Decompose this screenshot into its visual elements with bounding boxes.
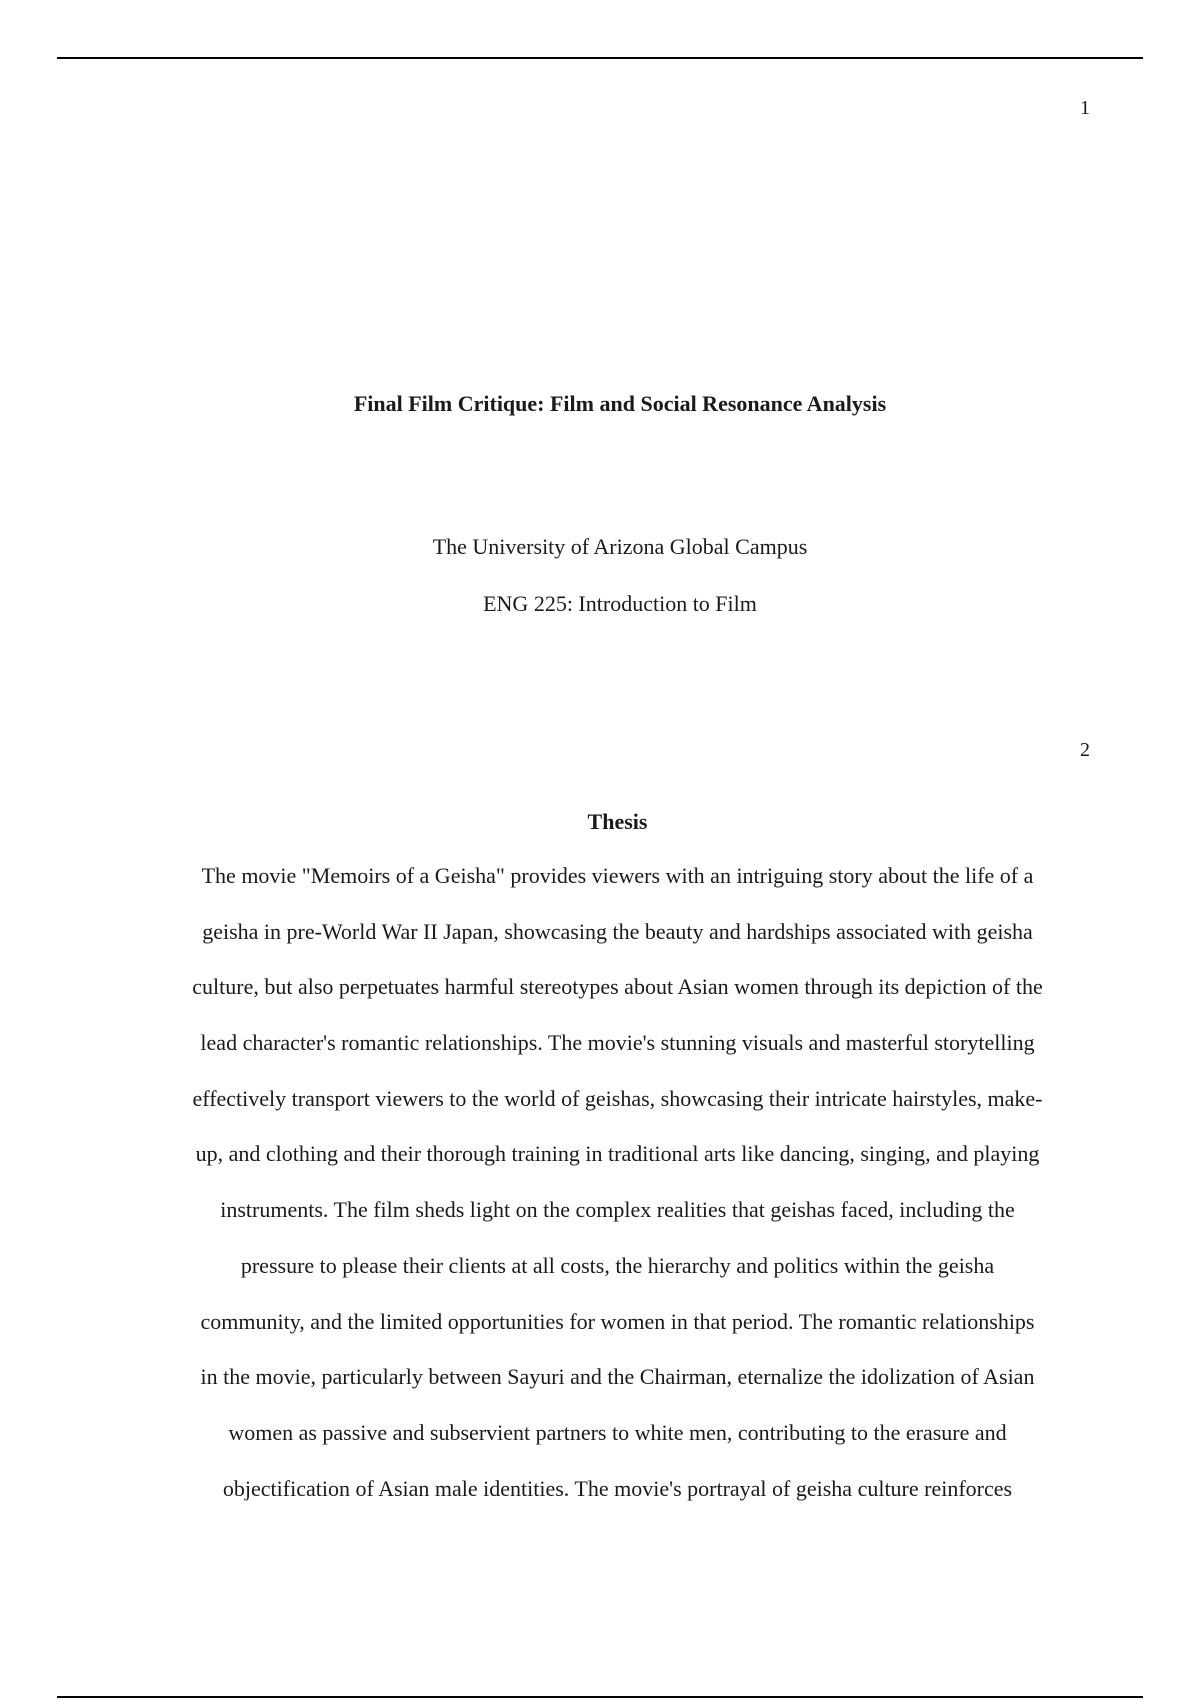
bottom-page-rule bbox=[57, 1696, 1143, 1698]
top-page-rule bbox=[57, 57, 1143, 59]
paragraph-line: effectively transport viewers to the world of geishas, showcasing their intricate hairstyles, make- bbox=[192, 1085, 1043, 1111]
section-heading: Thesis bbox=[587, 809, 648, 834]
thesis-paragraph bbox=[145, 862, 1090, 1530]
course-name: ENG 225: Introduction to Film bbox=[483, 591, 757, 616]
paragraph-line: culture, but also perpetuates harmful stereotypes about Asian women through its depiction of the bbox=[192, 974, 1043, 1000]
institution-name: The University of Arizona Global Campus bbox=[432, 534, 808, 559]
paragraph-line: up, and clothing and their thorough training in traditional arts like dancing, singing, and playing bbox=[195, 1141, 1040, 1167]
paragraph-line: instruments. The film sheds light on the complex realities that geishas faced, including the bbox=[220, 1197, 1015, 1223]
paper-title: Final Film Critique: Film and Social Resonance Analysis bbox=[353, 391, 887, 416]
paragraph-line: pressure to please their clients at all costs, the hierarchy and politics within the geisha bbox=[240, 1252, 995, 1278]
paragraph-line: objectification of Asian male identities. The movie's portrayal of geisha culture reinforces bbox=[222, 1475, 1013, 1501]
paragraph-line: lead character's romantic relationships. The movie's stunning visuals and masterful storytelling bbox=[200, 1030, 1035, 1056]
paragraph-line: community, and the limited opportunities for women in that period. The romantic relationships bbox=[200, 1308, 1035, 1334]
paragraph-line: geisha in pre-World War II Japan, showcasing the beauty and hardships associated with geisha bbox=[202, 918, 1033, 944]
page-number: 2 bbox=[1080, 739, 1090, 761]
paragraph-line: women as passive and subservient partners to white men, contributing to the erasure and bbox=[228, 1419, 1007, 1445]
page-number: 1 bbox=[1080, 97, 1090, 119]
paragraph-line: The movie "Memoirs of a Geisha" provides viewers with an intriguing story about the life of a bbox=[201, 863, 1034, 888]
paragraph-line: in the movie, particularly between Sayuri and the Chairman, eternalize the idolization of Asian bbox=[200, 1364, 1035, 1390]
